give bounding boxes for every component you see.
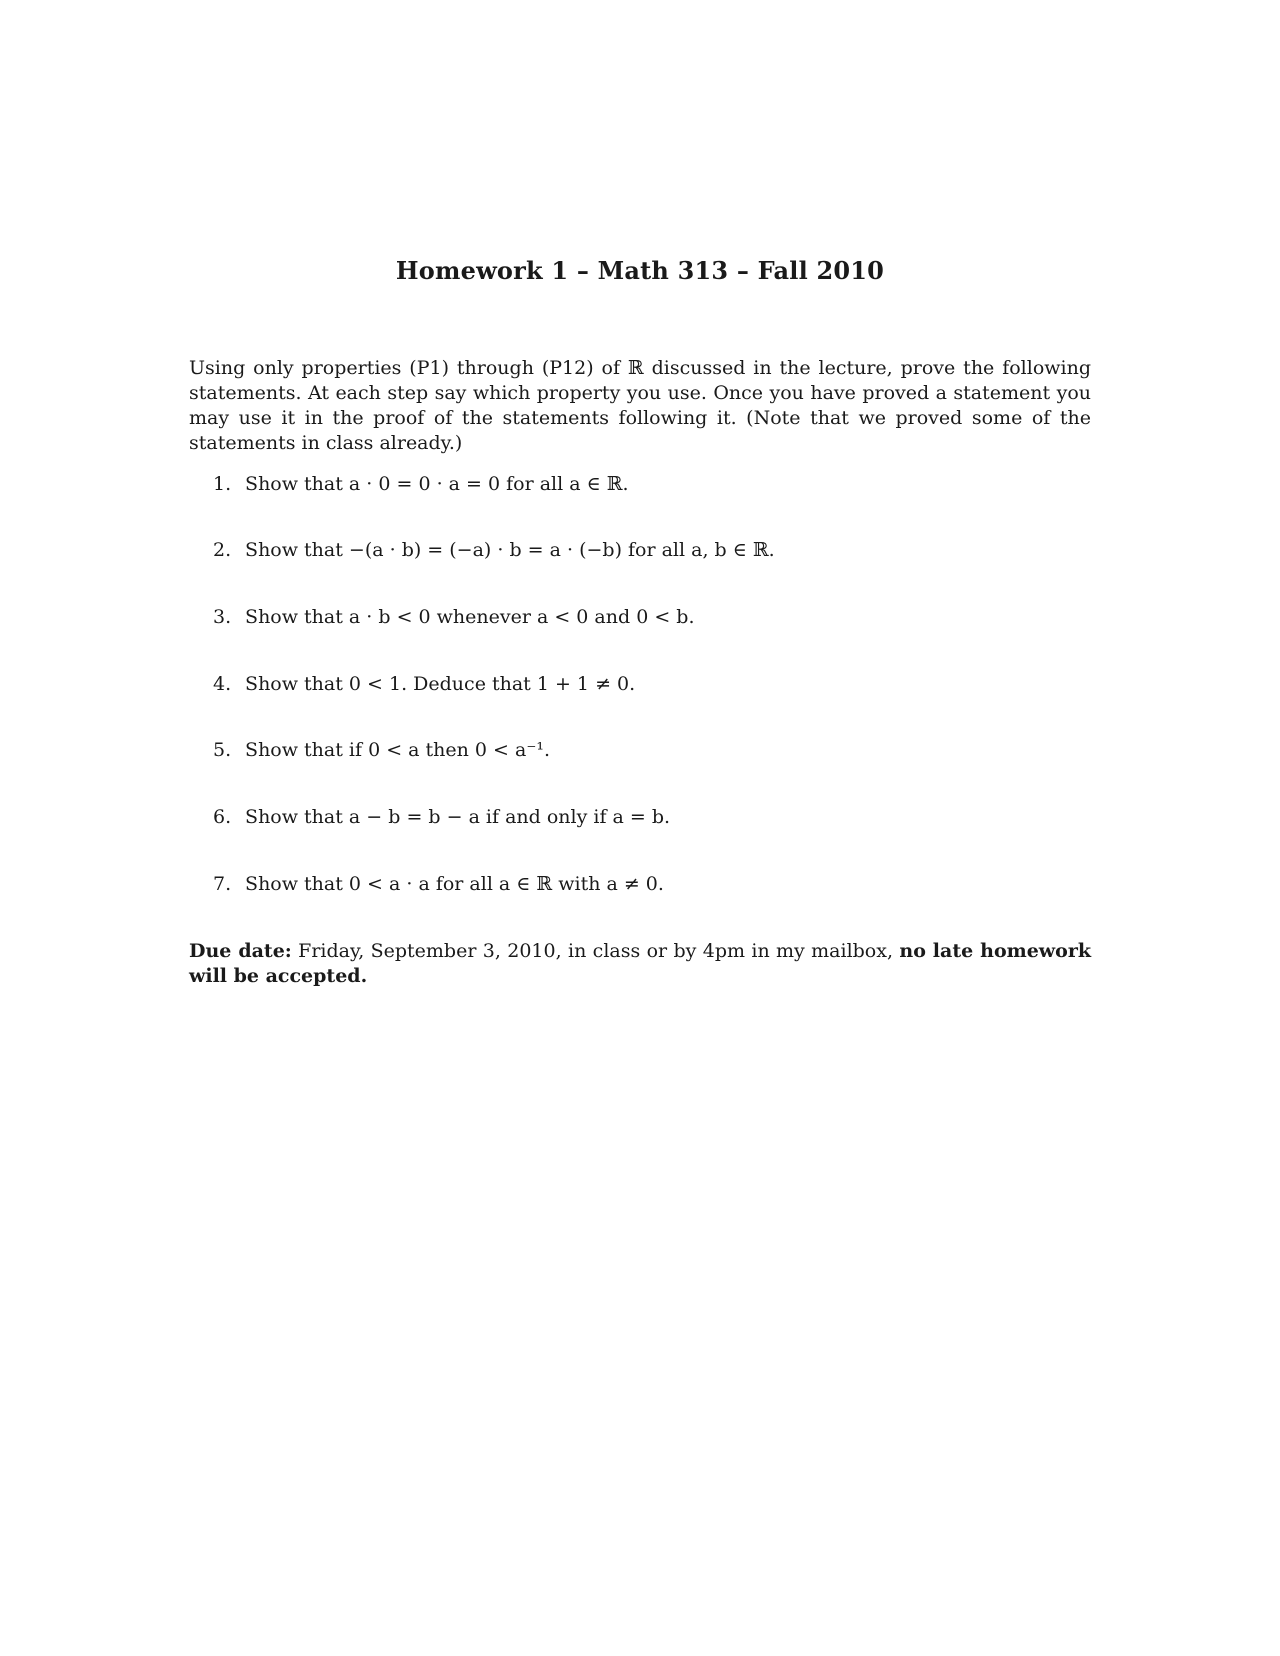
problem-text: Show that 0 < a · a for all a ∈ ℝ with a ≠ 0. [245, 873, 664, 895]
late-policy-text: no late homework will be accepted. [189, 940, 1092, 987]
list-item [213, 538, 775, 563]
problem-number: 6. [213, 806, 232, 828]
problem-text: Show that −(a · b) = (−a) · b = a · (−b) for all a, b ∈ ℝ. [245, 539, 775, 561]
problem-number: 1. [213, 473, 232, 495]
problem-text: Show that if 0 < a then 0 < a⁻¹. [245, 739, 551, 761]
problem-text: Show that a − b = b − a if and only if a = b. [245, 806, 671, 828]
list-item [213, 472, 629, 497]
page-title: Homework 1 – Math 313 – Fall 2010 [395, 256, 885, 285]
problem-number: 3. [213, 606, 232, 628]
problem-number: 7. [213, 873, 232, 895]
problem-text: Show that a · b < 0 whenever a < 0 and 0 < b. [245, 606, 695, 628]
due-date-text: Friday, September 3, 2010, in class or by 4pm in my mailbox, [291, 940, 900, 962]
problem-text: Show that a · 0 = 0 · a = 0 for all a ∈ ℝ. [245, 473, 629, 495]
due-date-paragraph [189, 939, 1091, 989]
list-item [213, 805, 670, 830]
problem-number: 4. [213, 673, 232, 695]
list-item [213, 738, 550, 763]
list-item [213, 872, 664, 897]
list-item [213, 605, 695, 630]
problem-text: Show that 0 < 1. Deduce that 1 + 1 ≠ 0. [245, 673, 636, 695]
problem-number: 5. [213, 739, 232, 761]
intro-paragraph: Using only properties (P1) through (P12) of ℝ discussed in the lecture, prove the following statements. At each step say which property you use. Once you have proved a statement you may use it in the proof of the statements following it. (Note that we proved some of the statements in class already.) [189, 357, 1091, 454]
due-date-label: Due date: [189, 940, 292, 962]
list-item [213, 672, 635, 697]
problem-number: 2. [213, 539, 232, 561]
